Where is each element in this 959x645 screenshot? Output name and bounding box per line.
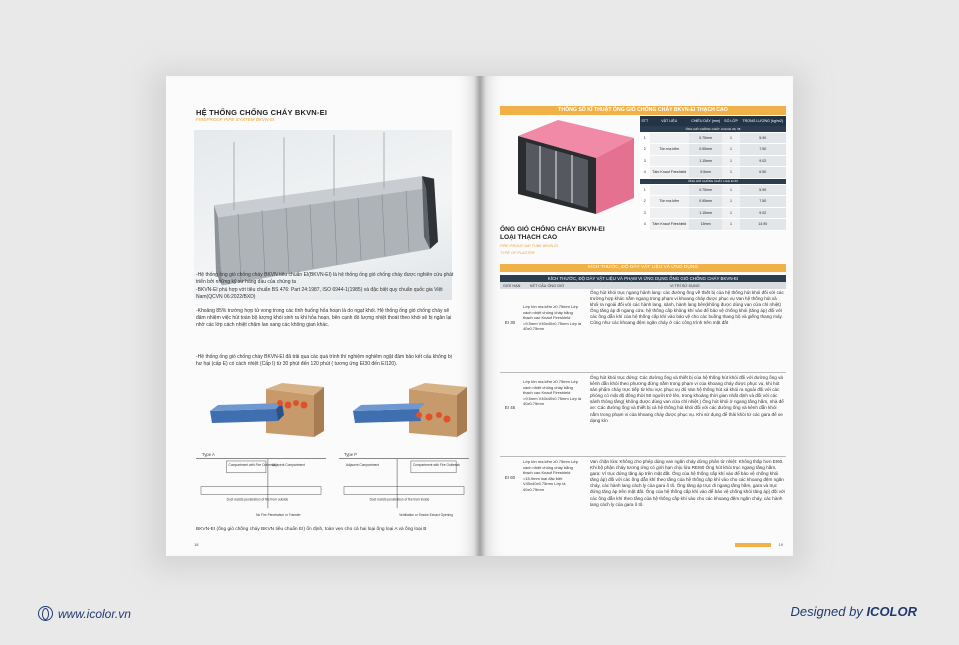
designed-by-label: Designed by: [790, 604, 863, 619]
row-limit: EI 45: [504, 405, 516, 410]
spec-cell: 1: [722, 167, 739, 179]
spec-cell: 2: [640, 196, 650, 208]
table-row: [640, 155, 786, 167]
spec-col-thickness: CHIỀU DÀY (mm): [689, 116, 723, 126]
spec-cell: 1: [640, 132, 650, 144]
spec-cell: 4: [640, 219, 650, 231]
row-structure: Lớp tôn mạ kẽm ≥0.75mm Lớp cách nhiệt chống cháy bằng thạch cao Knauf Fireshield =9.5mm V40x40x0.75mm Lớp lá 40x0.75mm: [523, 379, 582, 407]
spec-cell: 1: [722, 196, 739, 208]
product-title-line1: ỐNG GIÓ CHỐNG CHÁY BKVN-EI: [500, 226, 605, 233]
type-a-illustration: [206, 381, 326, 441]
spec-cell: 5.90: [740, 132, 786, 144]
spec-cell: 5.90: [740, 184, 786, 196]
spec-cell: 0.75mm: [689, 132, 723, 144]
designer-credit: [791, 604, 917, 619]
spec-cell: 1: [722, 132, 739, 144]
spec-cell: 7.50: [740, 196, 786, 208]
spec-table: [640, 116, 786, 231]
book-gutter: [474, 76, 486, 556]
left-page: [166, 76, 480, 556]
spec-cell: Tấm Knauf Fireshield: [650, 219, 689, 231]
intro-paragraph-1: -Hệ thống ống gió chống cháy BKVN tiêu chuẩn EI(BKVN-EI) là hệ thống ống gió chống cháy được nghiên cứu phát triển bởi những kỹ sư hàng đầu của chúng ta: [196, 272, 454, 286]
scheme-b-outbreak-label: Compartment with Fire Outbreak: [412, 462, 460, 467]
figure-caption: BKVN-EI (ống gió chống cháy BKVN tiêu chuẩn EI) ổn định, toàn vẹn cho cả hai loại ống loại A và ống loại B: [196, 527, 427, 532]
row-divider: [500, 456, 786, 457]
left-page-number: 18: [194, 542, 199, 547]
spec-cell: 2: [640, 144, 650, 156]
spec-group-label: ỐNG GIÓ CHỐNG CHÁY LOẠI EI 30, 45: [640, 126, 786, 132]
spec-cell: [650, 155, 689, 167]
website-link[interactable]: www.icolor.vn: [58, 606, 131, 621]
col-limit: GIỚI HẠN: [503, 283, 521, 288]
spec-cell: 1: [722, 144, 739, 156]
intro-paragraph-2: -BKVN-EI phù hợp với tiêu chuẩn BS 476: Part 24:1987, ISO 6944-1(1985) và đặc biệt quy chuẩn quốc gia Việt Nam(QCVN 06:2022/BXD): [196, 287, 443, 301]
spec-cell: 9.02: [740, 155, 786, 167]
left-page-title: HỆ THỐNG CHỐNG CHÁY BKVN-EI: [196, 108, 328, 117]
spec-cell: 1: [722, 155, 739, 167]
spec-col-material: VẬT LIỆU: [650, 116, 689, 126]
spec-col-weight: TRỌNG LƯỢNG (kg/m2): [740, 116, 786, 126]
scheme-a-duct-label: Duct resists penetration of fire from outside: [226, 497, 289, 502]
spec-cell: 1.15mm: [689, 207, 723, 219]
spec-cell: 3: [640, 155, 650, 167]
spec-header: THÔNG SỐ KĨ THUẬT ỐNG GIÓ CHỐNG CHÁY BKVN-EI THẠCH CAO: [500, 106, 786, 115]
col-use: VỊ TRÍ SỬ DỤNG: [670, 283, 700, 288]
row-limit: EI 30: [504, 320, 516, 325]
table-row: [640, 167, 786, 179]
scheme-b-vent-label: Ventilation or Smoke Extract Opening: [399, 513, 453, 518]
row-divider: [500, 372, 786, 373]
usage-table-title: KÍCH THƯỚC, ĐỘ DÀY VẬT LIỆU VÀ PHẠM VI ỨNG DỤNG ỐNG GIÓ CHỐNG CHÁY BKVN-EI: [500, 275, 786, 282]
spec-cell: 1: [722, 219, 739, 231]
spec-group-label: ỐNG GIÓ CHỐNG CHÁY LOẠI EI 60: [640, 178, 786, 184]
scheme-a-nofire-label: No Fire Penetration or Transfer: [256, 513, 301, 518]
scheme-b-adjacent-label: Adjacent Compartment: [345, 462, 380, 467]
row-description: Ống hút khói trục ngang hành lang: các đường ống về thiết bị của hệ thống hút khói đối với các trường hợp khác nằm ngang trong phạm vi khoang cháy được phục vụ Van hệ thống hút xả khói ra ngoài đối với các hành lang, sảnh, hành lang bên(không được dùng van cửa chỉ nhiệt) Ống tăng áp đi ngang cửa: hệ thống cấp không khí vào để bảo vệ chống khói (tăng áp) đối với các ống dẫn khí của hệ thống cấp khí vào bảo vệ cho các buồng thang bộ và giếng thang máy. Cũng như các khoang đệm ngăn cháy ở các công trình trên mặt đất: [590, 290, 784, 326]
spec-cell: [650, 184, 689, 196]
footer-accent-bar: [735, 543, 771, 547]
right-page-number: 19: [778, 542, 783, 547]
intro-paragraph-3: -Khoảng 85% trường hợp tử vong trong các tình huống hỏa hoạn là do ngạt khói. Hệ thống ống gió chống cháy sẽ đảm nhiệm việc hút toàn bộ lượng khói sinh ra khi hỏa hoạn, bên cạnh đó lượng nhiệt thoát theo khói sẽ bị ngăn lại nhờ các lớp cách nhiệt chậm lan sang các không gian khác.: [196, 308, 452, 329]
scheme-a-adjacent-label: Adjacent Compartment: [271, 462, 305, 467]
type-p-illustration: [349, 381, 469, 441]
type-p-scheme: [339, 458, 469, 520]
row-description: Van chặn lửa: Không cho phép dùng van ngăn cháy dừng phân từ nhiệt: Không thấp hơn EI60. Khi bộ phận cháy tương ứng có giới hạn chịu lửa REI60 Ống hút khói trục ngang tầng hầm, gara: Ví trục đứng tăng áp trên mặt đất. Ống của hệ thống cấp khí vào để bảo vệ chống khói tăng áp) đối với các ống dẫn khí theo tầng của hệ thống cấp khí vào cho các khoang đệm ngăn cháy, các hành lang cách ly của gara ô tô. Ống tăng áp trục đi ngang tầng hầm, gara và trục đứng tăng áp trên mặt đất. Ống của hệ thống cấp khí vào để bảo vệ chống khói tăng áp) đối với các ống dẫn khí theo tầng của hệ thống cấp khí vào cho các khoang đệm ngăn cháy, các hành lang cách ly của gara ô tô.: [590, 459, 786, 507]
spec-col-layers: SỐ LỚP: [722, 116, 739, 126]
spec-cell: 1: [640, 184, 650, 196]
scheme-a-outbreak-label: Compartment with Fire Outbreak: [228, 462, 276, 467]
website-credit[interactable]: [38, 606, 131, 621]
scheme-b-duct-label: Duct resists penetration of fire from inside: [369, 497, 430, 502]
type-a-label: Type A: [202, 452, 215, 457]
spec-cell: 0.95mm: [689, 196, 723, 208]
table-row: [640, 196, 786, 208]
table-row: [640, 132, 786, 144]
spec-cell: Tôn mạ kẽm: [650, 144, 689, 156]
type-p-label: Type P: [344, 452, 358, 457]
product-title-line2: LOẠI THẠCH CAO: [500, 234, 558, 241]
spec-cell: 1: [722, 207, 739, 219]
left-page-subtitle: FIREPROOF PIPE SYSTEM BKVN-EI: [196, 117, 275, 122]
spec-cell: [650, 132, 689, 144]
spec-cell: 1.15mm: [689, 155, 723, 167]
spec-cell: 0.95mm: [689, 144, 723, 156]
brand-name: ICOLOR: [866, 604, 917, 619]
table-row: [640, 207, 786, 219]
spec-cell: 0.75mm: [689, 184, 723, 196]
spec-cell: 7.50: [740, 144, 786, 156]
spec-cell: Tấm Knauf Fireshield: [650, 167, 689, 179]
product-subtitle-2: TYPE OF PLASTER: [500, 251, 535, 255]
plaster-duct-render: [500, 118, 638, 216]
spec-col-stt: STT: [640, 116, 650, 126]
row-limit: EI 60: [504, 475, 516, 480]
spec-cell: 6.50: [740, 167, 786, 179]
spec-cell: Tôn mạ kẽm: [650, 196, 689, 208]
spec-cell: 15mm: [689, 219, 723, 231]
spec-cell: 4: [640, 167, 650, 179]
type-a-scheme: [196, 458, 326, 520]
spec-cell: [650, 207, 689, 219]
right-page: [480, 76, 793, 556]
section-header: KÍCH THƯỚC, ĐỘ DÀY VẬT LIỆU VÀ ỨNG DỤNG: [500, 264, 786, 272]
usage-table-header: [500, 282, 786, 289]
row-structure: Lớp tôn mạ kẽm ≥0.75mm Lớp cách nhiệt chống cháy bằng thạch cao Knauf Fireshield =15.9mm loại đặc biệt V40x40x0.75mm Lớp lá 40x0.75mm: [523, 459, 579, 492]
col-struct: KẾT CẤU ỐNG GIÓ: [530, 283, 565, 288]
spec-cell: 1: [722, 184, 739, 196]
row-structure: Lớp tôn mạ kẽm ≥0.75mm Lớp cách nhiệt chống cháy bằng thạch cao Knauf Fireshield =9.5mm V40x40x0.75mm Lớp lá 40x0.75mm: [523, 304, 582, 332]
spec-cell: 14.90: [740, 219, 786, 231]
row-description: Ống hút khói trục đứng: Các đường ống và thiết bị của hệ thống hút khói đối với đường ống và kênh dẫn khói theo phương đứng nằm trong phạm vi của khoang cháy được phục vụ, khi hút sản phẩm cháy trực tiếp từ khu vực phục vụ đó Van hệ thống hút xả khói ra ngoài đối với các phòng có mật độ đông thời 50 người trở lên, trong khoảng thời gian nhất định và đối với các sảnh thông tầng( không được dùng van cửa chỉ nhiệt ) Ống hút khói ở ngang tầng hầm, nhà để xe: Các đường ống và thiết bị cả hệ thống hút khói đối với các đường ống và kênh dẫn khói nằm trong phạm vi của khoang cháy được phục vụ. Khi sử dụng để thải khói từ các gara để xe dạng kín: [590, 375, 784, 423]
table-row: [640, 184, 786, 196]
table-row: [640, 219, 786, 231]
spec-cell: 3: [640, 207, 650, 219]
table-row: [640, 144, 786, 156]
product-subtitle-1: FIRE-PROOF AIR TUBE BKVN-EI: [500, 244, 559, 248]
intro-paragraph-4: -Hệ thống ống gió chống cháy BKVN-EI đã trải qua các quá trình thí nghiệm nghiêm ngặt đảm bảo kết cấu không bị hư hại (cấp E) có cách nhiệt (Cấp I) từ 30 phút đến 120 phút ( tương ứng EI30 đến EI120).: [196, 354, 452, 368]
spec-table-header-row: [640, 116, 786, 126]
spec-cell: 9.02: [740, 207, 786, 219]
copyright-icon: [38, 606, 53, 621]
spec-cell: 9.5mm: [689, 167, 723, 179]
